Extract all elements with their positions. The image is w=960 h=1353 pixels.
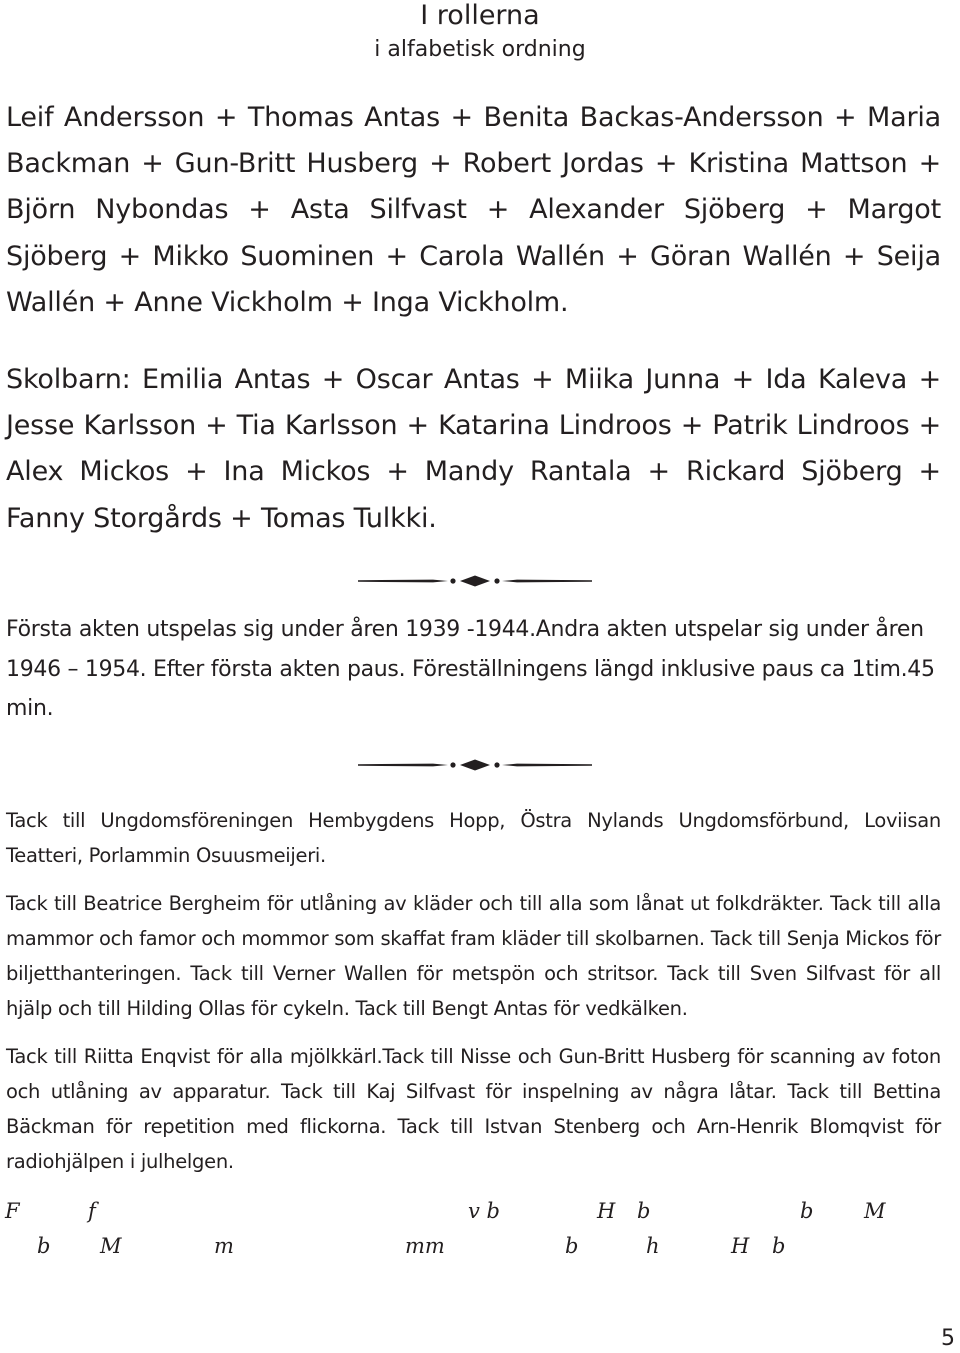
cast-list-adults: Leif Andersson + Thomas Antas + Benita Backas-Andersson + Maria Backman + Gun-Britt Husberg + Robert Jordas + Kristina Mattson + Björn Nybondas + Asta Silfvast + Alexander Sjöberg + Margot Sjöberg + Mikko Suominen + Carola Wallén + Göran Wallén + Seija Wallén + Anne Vickholm + Inga Vickholm. (6, 102, 941, 318)
acts-info: Första akten utspelas sig under åren 1939 -1944.Andra akten utspelar sig under åren 1946 – 1954. Efter första akten paus. Föreställningens längd inklusive paus ca 1tim.45 min. (6, 617, 935, 721)
thanks-paragraph: Tack till Beatrice Bergheim för utlåning av kläder och till alla som lånat ut folkdräkter. Tack till alla mammor och famor och mommor som skaffat fram kläder till skolbarnen. Tack till Senja Mickos för biljetthanteringen. Tack till Verner Wallen för metspön och stritsor. Tack till Sven Silfvast för all hjälp och till Hilding Ollas för cykeln. Tack till Bengt Antas för vedkälken. (6, 892, 941, 1020)
thanks-paragraph: Tack till Ungdomsföreningen Hembygdens Hopp, Östra Nylands Ungdomsförbund, Loviisan Teatteri, Porlammin Osuusmeijeri. (6, 809, 941, 867)
garbled-glyph: m (214, 1234, 234, 1258)
thanks-paragraph: Tack till Riitta Enqvist för alla mjölkkärl.Tack till Nisse och Gun-Britt Husberg för scanning av foton och utlåning av apparatur. Tack till Kaj Silfvast för inspelning av några låtar. Tack till Bettina Bäckman för repetition med flickorna. Tack till Istvan Stenberg och Arn-Henrik Blomqvist för radiohjälpen i julhelgen. (6, 1045, 941, 1173)
garbled-glyph: h (646, 1234, 660, 1258)
garbled-glyph: F (5, 1199, 20, 1223)
garbled-glyph: b (37, 1234, 51, 1258)
page-title: I rollerna (420, 0, 540, 31)
garbled-glyph: H (731, 1234, 750, 1258)
garbled-glyph: b (800, 1199, 814, 1223)
page-number: 5 (941, 1326, 955, 1351)
garbled-text-line (0, 1196, 960, 1226)
ornament-divider-icon (358, 757, 592, 773)
ornament-divider-icon (358, 573, 592, 589)
garbled-glyph: mm (405, 1234, 445, 1258)
garbled-glyph: f (88, 1199, 96, 1223)
garbled-glyph: M (864, 1199, 886, 1223)
garbled-glyph: H (597, 1199, 616, 1223)
garbled-text-line (0, 1231, 960, 1261)
garbled-glyph: M (100, 1234, 122, 1258)
garbled-glyph: b (637, 1199, 651, 1223)
cast-list-children: Skolbarn: Emilia Antas + Oscar Antas + Miika Junna + Ida Kaleva + Jesse Karlsson + Tia Karlsson + Katarina Lindroos + Patrik Lindroos + Alex Mickos + Ina Mickos + Mandy Rantala + Rickard Sjöberg + Fanny Storgårds + Tomas Tulkki. (6, 364, 941, 534)
garbled-glyph: v b (468, 1199, 500, 1223)
page-subtitle: i alfabetisk ordning (374, 37, 586, 62)
garbled-glyph: b (565, 1234, 579, 1258)
garbled-glyph: b (772, 1234, 786, 1258)
